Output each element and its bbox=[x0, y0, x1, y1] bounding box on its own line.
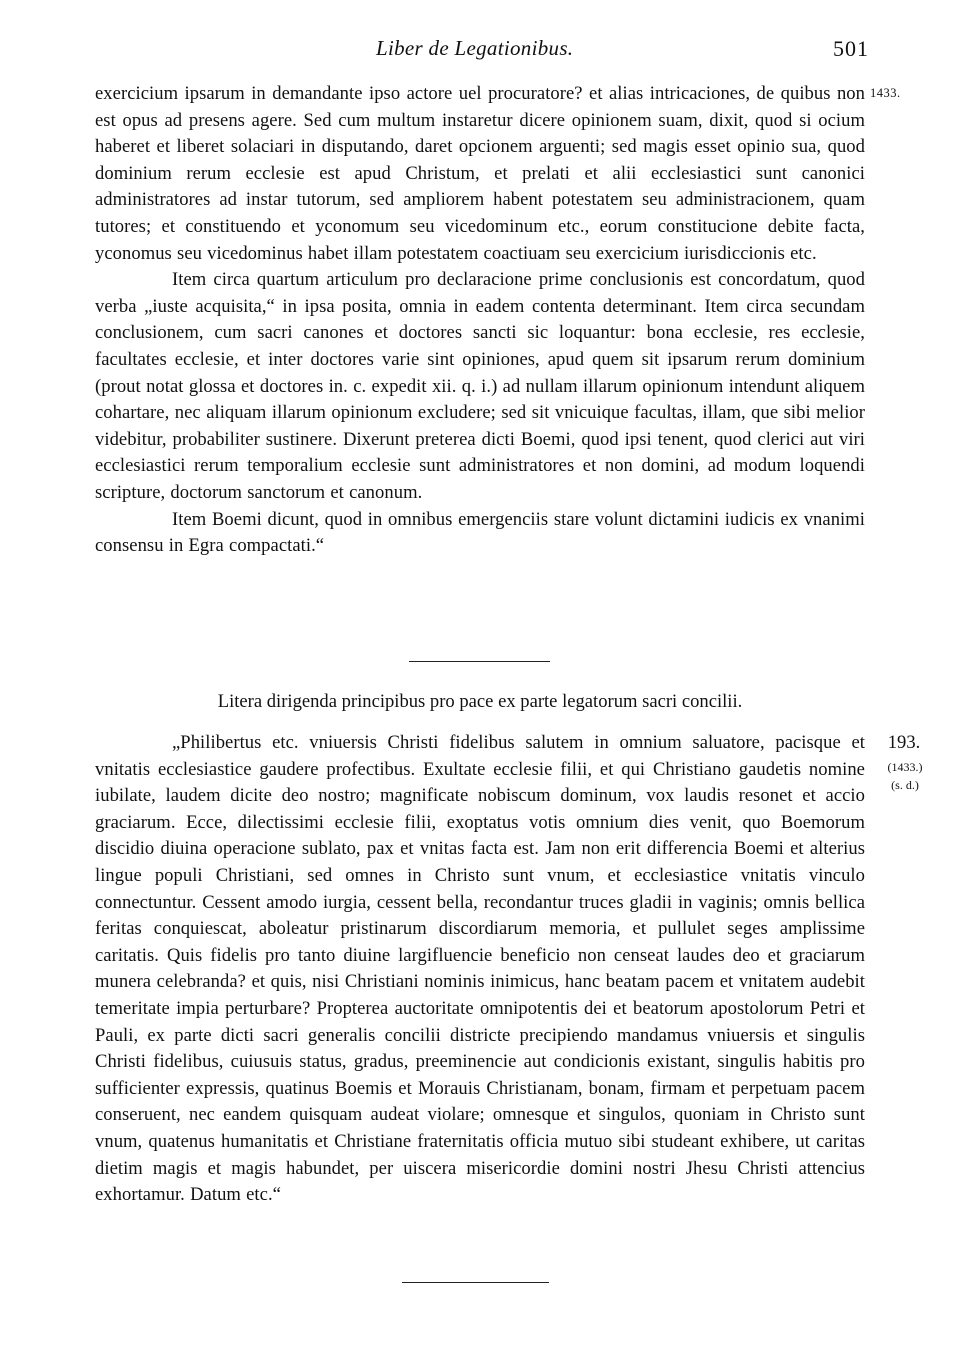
paragraph: Item circa quartum articulum pro declaracione prime conclusionis est concordatum, quod verba „iuste acquisita,“ in ipsa posita, omnia in eadem contenta determinant. Item circa secundam conclusionem, cum sacri canones et doctores sancti sic loquantur: bona ecclesie, res ecclesie, facultates ecclesie, et inter doctores varie sint opiniones, apud quem sit ipsarum rerum dominium (prout notat glossa et doctores in. c. expedit xii. q. i.) ad nullam illarum opinionum intendunt aliquem cohartare, nec aliquam illarum opinionum excludere; sed sit vnicuique facultas, illam, que sibi melior videbitur, probabiliter sustinere. Dixerunt preterea dicti Boemi, quod ipsi tenent, quod clerici aut viri ecclesiastici rerum temporalium ecclesie sunt administratores et non domini, ad modum loquendi scripture, doctorum sanctorum et canonum. bbox=[95, 269, 865, 503]
paragraph: „Philibertus etc. vniuersis Christi fidelibus salutem in omnium saluatore, pacisque et vnitatis ecclesiastice gaudere profectibus. Exultate ecclesie filii, et qui Christiano gaudetis nomine iubilate, laudem dicite deo nostro; magnificate nobiscum dominum, vox laudis resonet et accio graciarum. Ecce, dilectissimi ecclesie filii, exoptatus votis omnium dies venit, quo Boemorum discidio diuina operacione sublato, pax et vnitas facta est. Jam non erit differencia Boemi et alterius lingue populi Christiani, sed omnes in Christo sunt vnum, et ecclesiastice vnitatis vinculo connectuntur. Cessent amodo iurgia, cessent bella, recondantur truces gladii in vaginis; omnis bellica feritas conquiescat, aboleatur pristinarum discordiarum memoria, et pullulet seges amplissime caritatis. Quis fidelis pro tanto diuine largifluencie beneficio non censeat laudes deo et graciarum munera celebranda? et quis, nisi Christiani nominis inimicus, hanc beatam pacem et vnitatem audebit temeritate impia perturbare? Propterea auctoritate omnipotentis dei et beatorum apostolorum Petri et Pauli, ex parte dicti sacri generalis concilii districte precipiendo mandamus vniuersis et singulis Christi fidelibus, cuiusuis status, gradus, preeminencie aut condicionis existant, singulis habitis pro sufficienter expressis, quatinus Boemis et Morauis Christianam, bonam, firmam et perpetuam pacem conseruent, nec eandem quisquam audeat violare; omnesque et singulos, quoniam in Christo sunt vnum, quatenus humanitatis et Christiane fraternitatis officia mutuo sibi studeant exhibere, ut caritas dietim magis et magis habundet, per uiscera misericordie domini nostri Jhesu Christi attencius exhortamur. Datum etc.“ bbox=[95, 732, 865, 1206]
running-title: Liber de Legationibus. bbox=[376, 36, 574, 60]
margin-year-note: 1433. bbox=[870, 86, 901, 100]
section-divider bbox=[409, 661, 550, 662]
letter-text-section bbox=[95, 730, 865, 1209]
document-year-note: (1433.) bbox=[887, 760, 923, 774]
document-heading: Litera dirigenda principibus pro pace ex parte legatorum sacri concilii. bbox=[217, 691, 743, 712]
document-date-note: (s. d.) bbox=[891, 778, 919, 792]
paragraph: exercicium ipsarum in demandante ipso actore uel procuratore? et alias intricaciones, de quibus non est opus ad presens agere. Sed cum multum instaretur dicere opinionem suam, dixit, quod si ocium haberet et liberet solaciari in disputando, daret opcionem arguenti; sed magis esset opinio sua, quod dominium rerum ecclesie est apud Christum, et prelati et alii ecclesiastici sunt canonici administratores ad instar tutorum, sed ampliorem habent potestatem seu administracionem, quam tutores; et constituendo et yconomum seu vicedominum etc., eorum constitucione debite facta, yconomus seu vicedominus habet illam potestatem coactiuam seu exercicium iurisdiccionis etc. bbox=[95, 83, 865, 264]
closing-divider bbox=[402, 1282, 549, 1283]
paragraph: Item Boemi dicunt, quod in omnibus emergenciis stare volunt dictamini iudicis ex vnanimi consensu in Egra compactati.“ bbox=[95, 508, 865, 557]
report-text-section bbox=[95, 81, 865, 560]
document-number: 193. bbox=[887, 732, 921, 753]
page-number: 501 bbox=[833, 36, 869, 61]
running-head bbox=[0, 36, 960, 68]
